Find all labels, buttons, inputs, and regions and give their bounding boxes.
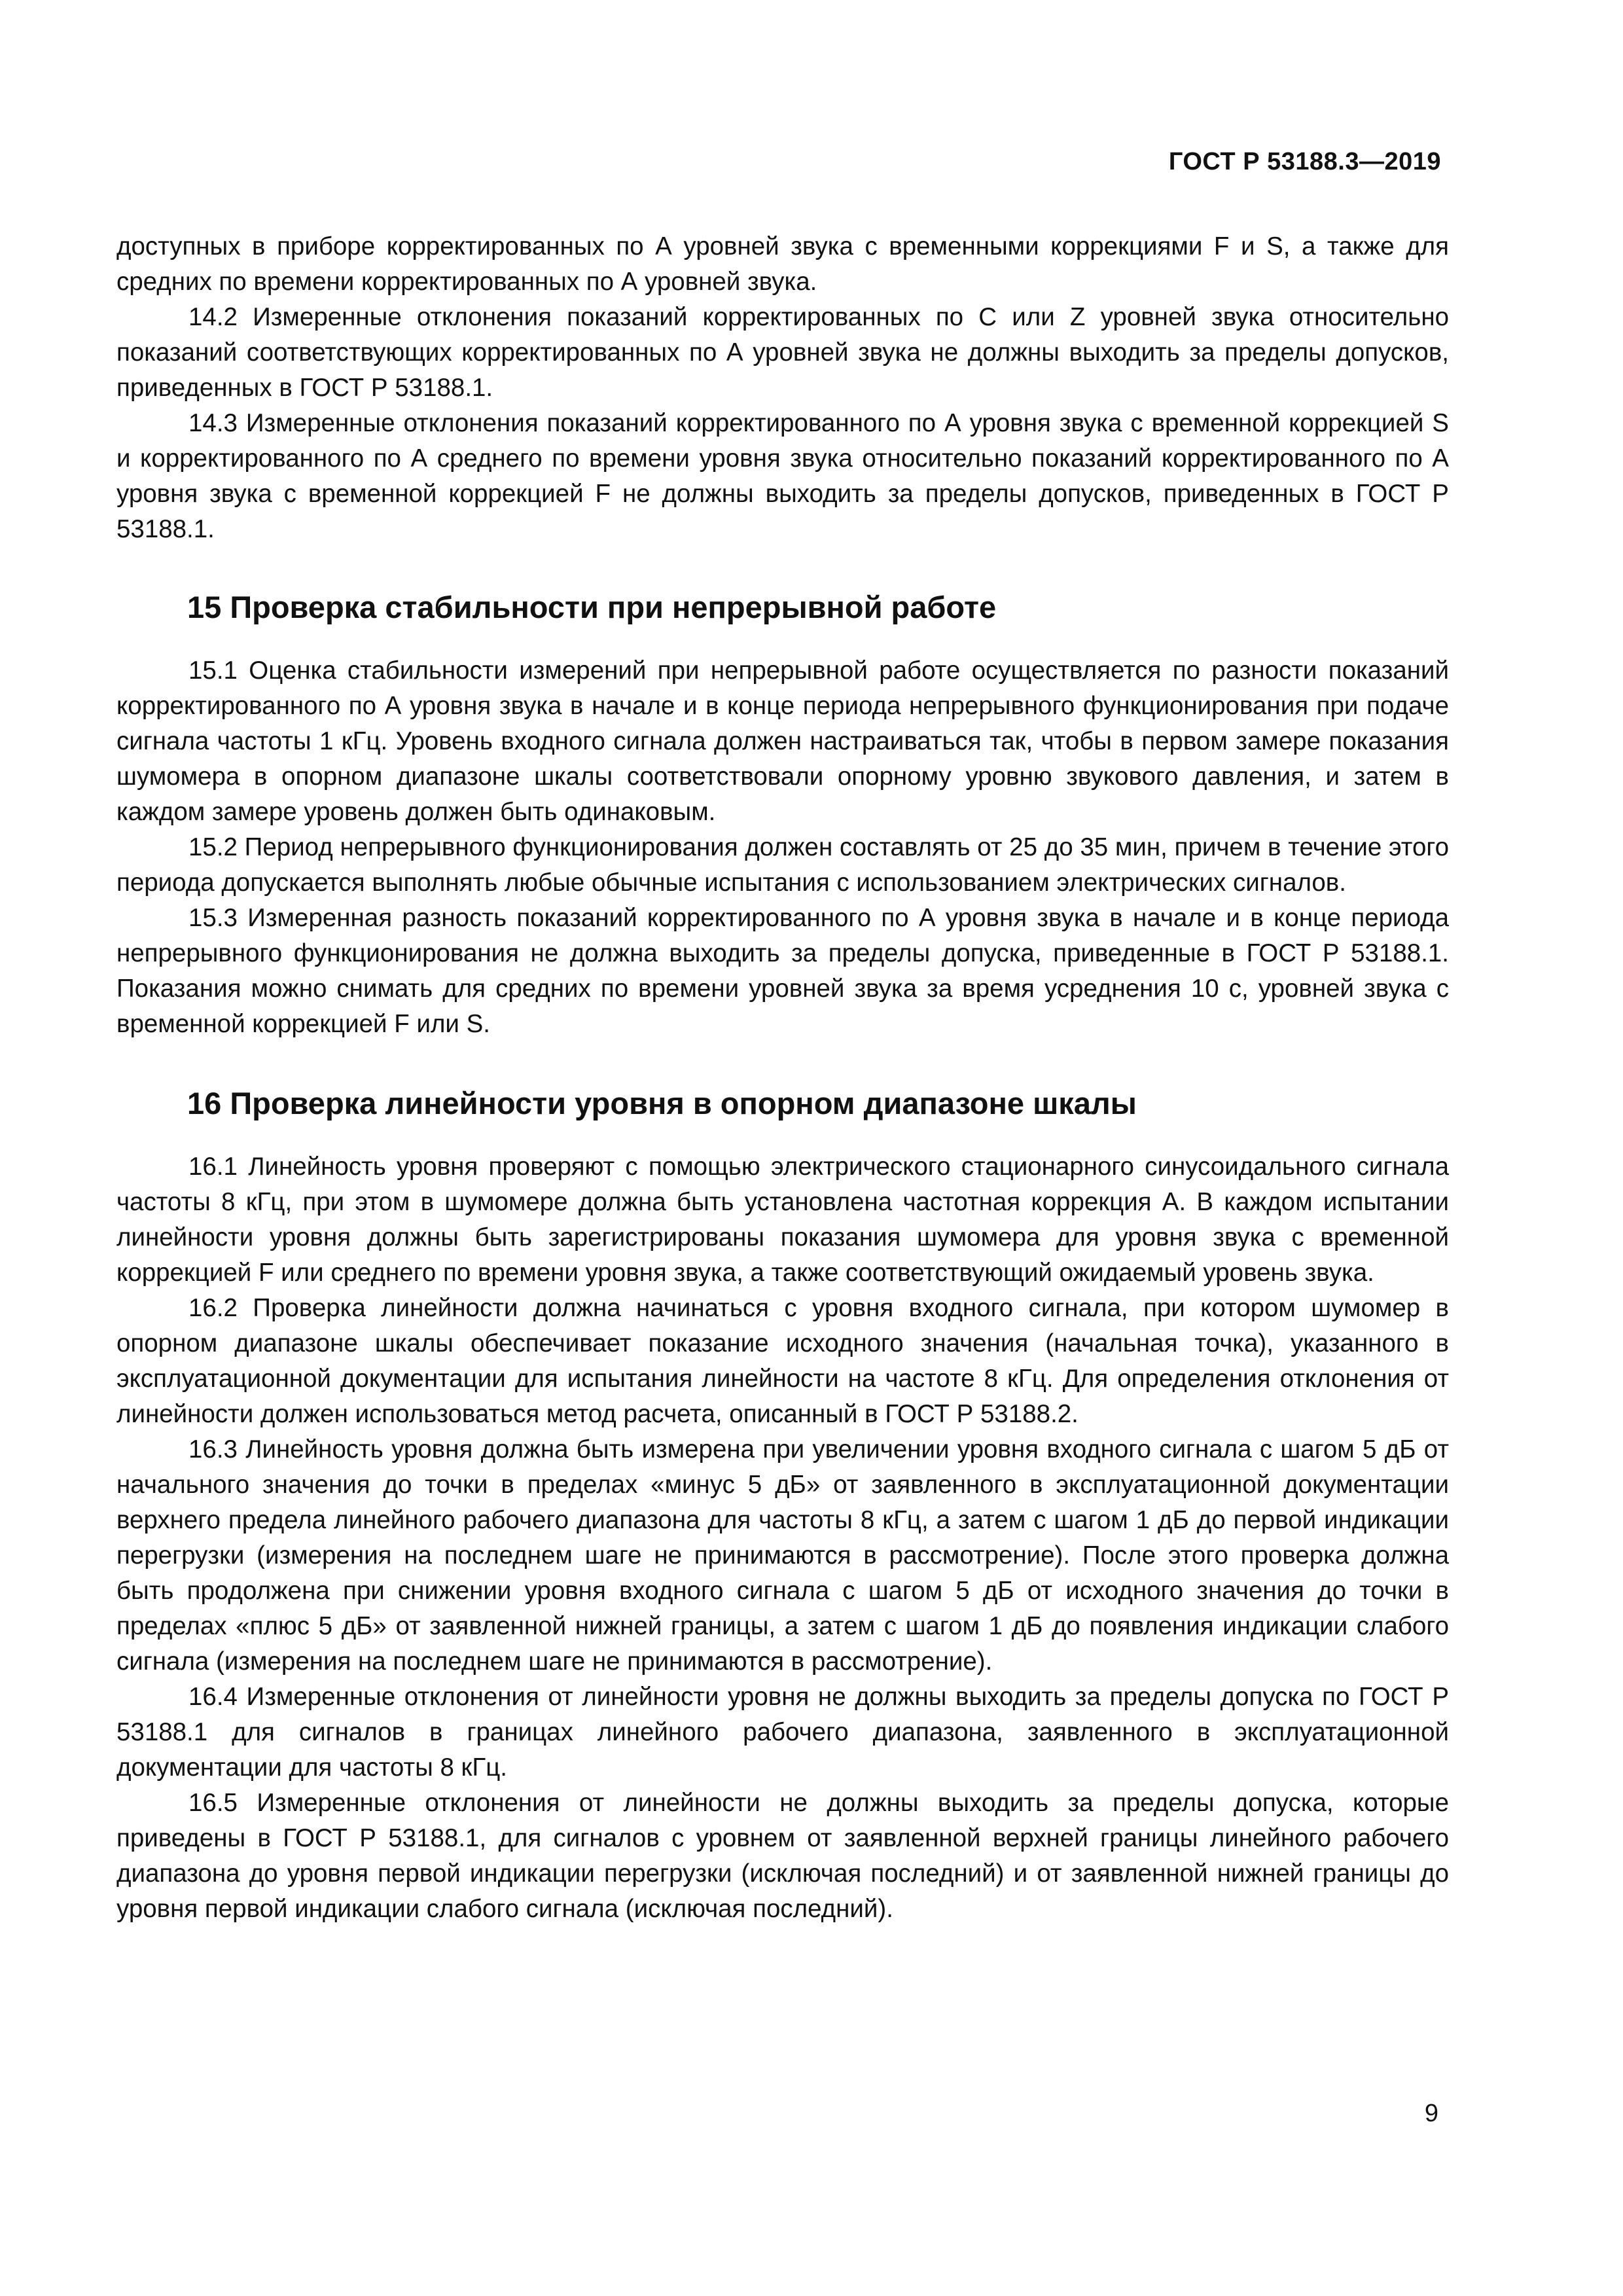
paragraph-15-2: 15.2 Период непрерывного функционирования должен составлять от 25 до 35 мин, причем в течение этого периода допускается выполнять любые обычные испытания с использованием электрических сигналов. — [116, 833, 1449, 897]
paragraph-14-3: 14.3 Измеренные отклонения показаний корректированного по А уровня звука с временной коррекцией S и корректированного по А среднего по времени уровня звука относительно показаний корректированного по А уровня звука с временной коррекцией F не должны выходить за пределы допусков, приведенных в ГОСТ Р 53188.1. — [116, 409, 1449, 543]
document-body — [116, 229, 1449, 1927]
paragraph-16-3: 16.3 Линейность уровня должна быть измерена при увеличении уровня входного сигнала с шагом 5 дБ от начального значения до точки в пределах «минус 5 дБ» от заявленного в эксплуатационной документации верхнего предела линейного рабочего диапазона для частоты 8 кГц, а затем с шагом 1 дБ до первой индикации перегрузки (измерения на последнем шаге не принимаются в рассмотрение). После этого проверка должна быть продолжена при снижении уровня входного сигнала с шагом 5 дБ от исходного значения до точки в пределах «плюс 5 дБ» от заявленной нижней границы, а затем с шагом 1 дБ до появления индикации слабого сигнала (измерения на последнем шаге не принимаются в рассмотрение). — [116, 1435, 1449, 1676]
paragraph-16-4: 16.4 Измеренные отклонения от линейности уровня не должны выходить за пределы допуска по ГОСТ Р 53188.1 для сигналов в границах линейного рабочего диапазона, заявленного в эксплуатационной документации для частоты 8 кГц. — [116, 1683, 1449, 1782]
section-15-heading: 15 Проверка стабильности при непрерывной работе — [187, 590, 997, 624]
paragraph-16-2: 16.2 Проверка линейности должна начинаться с уровня входного сигнала, при котором шумомер в опорном диапазоне шкалы обеспечивает показание исходного значения (начальная точка), указанного в эксплуатационной документации для испытания линейности на частоте 8 кГц. Для определения отклонения от линейности должен использоваться метод расчета, описанный в ГОСТ Р 53188.2. — [116, 1294, 1449, 1428]
paragraph-15-1: 15.1 Оценка стабильности измерений при непрерывной работе осуществляется по разности показаний корректированного по А уровня звука в начале и в конце периода непрерывного функционирования при подаче сигнала частоты 1 кГц. Уровень входного сигнала должен настраиваться так, чтобы в первом замере показания шумомера в опорном диапазоне шкалы соответствовали опорному уровню звукового давления, и затем в каждом замере уровень должен быть одинаковым. — [116, 656, 1449, 826]
paragraph-16-5: 16.5 Измеренные отклонения от линейности не должны выходить за пределы допуска, которые приведены в ГОСТ Р 53188.1, для сигналов с уровнем от заявленной верхней границы линейного рабочего диапазона до уровня первой индикации перегрузки (исключая последний) и от заявленной нижней границы до уровня первой индикации слабого сигнала (исключая последний). — [116, 1789, 1449, 1923]
paragraph-15-3: 15.3 Измеренная разность показаний корректированного по А уровня звука в начале и в конце периода непрерывного функционирования не должна выходить за пределы допуска, приведенные в ГОСТ Р 53188.1. Показания можно снимать для средних по времени уровней звука за время усреднения 10 с, уровней звука с временной коррекцией F или S. — [116, 904, 1449, 1038]
paragraph-16-1: 16.1 Линейность уровня проверяют с помощью электрического стационарного синусоидального сигнала частоты 8 кГц, при этом в шумомере должна быть установлена частотная коррекция А. В каждом испытании линейности уровня должны быть зарегистрированы показания шумомера для уровня звука с временной коррекцией F или среднего по времени уровня звука, а также соответствующий ожидаемый уровень звука. — [116, 1153, 1449, 1287]
paragraph-14-1-continuation: доступных в приборе корректированных по А уровней звука с временными коррекциями F и S, а также для средних по времени корректированных по А уровней звука. — [116, 232, 1449, 296]
section-16-heading: 16 Проверка линейности уровня в опорном диапазоне шкалы — [187, 1086, 1137, 1121]
page-number: 9 — [1424, 2100, 1438, 2127]
document-code-header: ГОСТ Р 53188.3—2019 — [1168, 148, 1441, 175]
paragraph-14-2: 14.2 Измеренные отклонения показаний корректированных по С или Z уровней звука относительно показаний соответствующих корректированных по А уровней звука не должны выходить за пределы допусков, приведенных в ГОСТ Р 53188.1. — [116, 303, 1449, 402]
